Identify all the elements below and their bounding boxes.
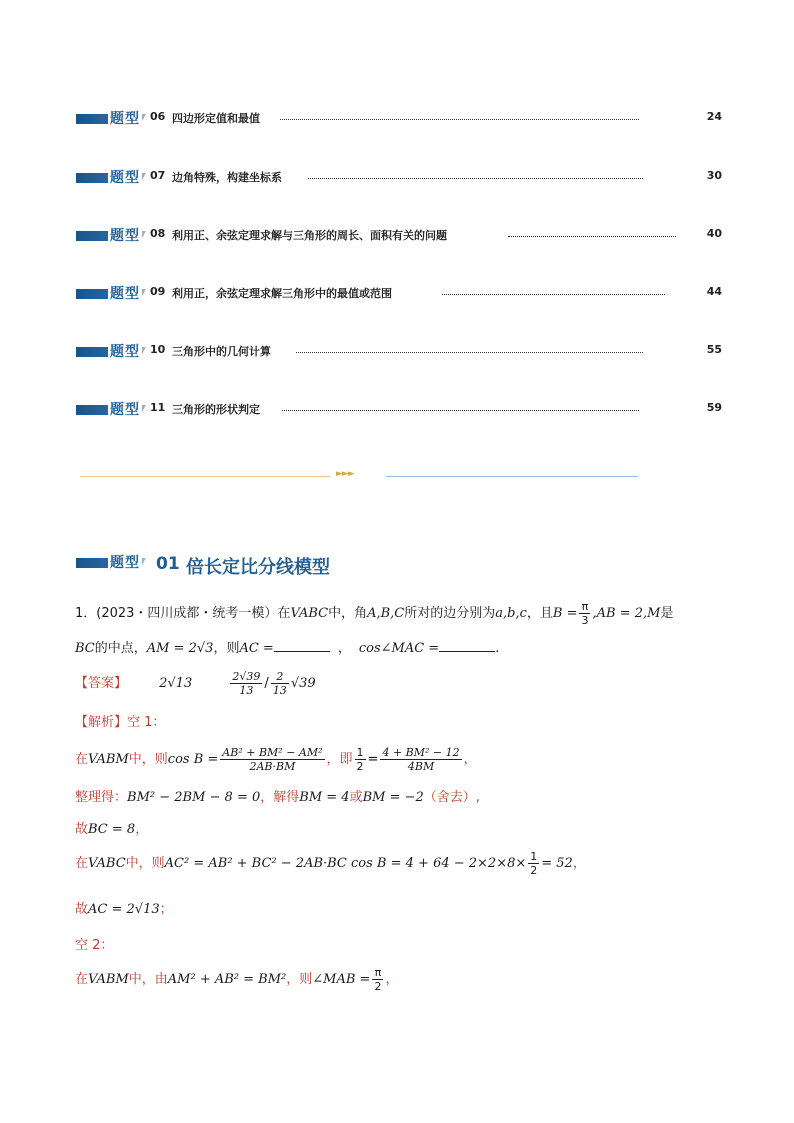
toc-number: 10 [150,343,166,356]
toc-number: 11 [150,401,166,414]
toc-leader-dots [280,119,639,120]
toc-leader-dots [508,236,676,237]
toc-title: 三角形中的几何计算 [172,345,271,358]
text: 故 [75,822,89,837]
math-cosb: cos B = [167,752,219,767]
section-badge [76,554,146,572]
math-triangle: VABC [290,606,329,621]
math-angle: ∠MAB = [312,972,371,987]
math-cond: ,AB = 2,M [592,606,661,621]
toc-page-number: 55 [706,343,722,356]
toc-title: 利用正，余弦定理求解三角形中的最值或范围 [172,287,392,300]
toc-badge [76,401,146,419]
toc-title: 四边形定值和最值 [172,112,260,125]
toc-page-number: 40 [706,227,722,240]
toc-badge [76,227,146,245]
answer-fraction-2 [271,670,289,697]
problem-line-1 [75,600,673,627]
fraction-half [528,850,539,877]
toc-row[interactable] [76,343,722,365]
denominator: 2 [374,980,382,993]
math-root-2: BM = −2 [362,790,424,805]
toc-number: 06 [150,110,166,123]
answer-slash: / [264,676,269,691]
toc-leader-dots [308,178,643,179]
toc-leader-dots [442,294,665,295]
numerator: AB² + BM² − AM² [222,746,323,759]
text: 整理得： [75,790,128,805]
denominator: 2 [530,864,538,877]
math-angles: A,B,C [367,606,405,621]
solution-line-1 [75,746,477,773]
text: ， [463,752,477,767]
answer-blank-1[interactable] [274,639,330,652]
denominator: 2AB·BM [249,760,296,773]
toc-leader-dots [282,410,639,411]
problem-source: 1．(2023・四川成都・统考一模）在 [75,606,291,621]
toc-title: 利用正、余弦定理求解与三角形的周长、面积有关的问题 [172,229,447,242]
text: . [495,641,500,656]
toc-badge [76,110,146,128]
section-heading [76,554,476,580]
text: , [475,790,480,805]
text: ， [135,822,149,837]
text: 中，则 [128,752,168,767]
math-root-1: BM = 4 [299,790,350,805]
text: ， [385,972,399,987]
solution-label: 【解析】 [75,715,128,730]
text: ， [572,856,586,871]
fraction-pi-2 [372,966,383,993]
divider-left [80,476,330,477]
toc-number: 09 [150,285,166,298]
text: 的中点， [94,641,147,656]
numerator: 2 [271,670,289,684]
answer-value-1: 2√13 [159,676,193,691]
math-ac-squared: AC² = AB² + BC² − 2AB·BC cos B = 4 + 64 − 2×2×8× [164,856,527,871]
text: 故 [75,902,89,917]
denominator: 2 [356,760,364,773]
divider-right [386,476,638,477]
denominator: 4BM [407,760,435,773]
math-sides: a,b,c [495,606,527,621]
badge-label: 题型 [108,399,142,419]
text: = [367,752,379,767]
math-ac: AC = 2√13 [88,902,160,917]
toc-title: 三角形的形状判定 [172,403,260,416]
math-triangle: VABC [88,856,126,871]
numerator: π [579,600,590,614]
fraction-cosine-law [220,746,324,773]
text: ，解得 [260,790,300,805]
math-cos-mac: cos∠MAC = [358,641,440,656]
toc-page-number: 24 [706,110,722,123]
text: 在 [75,752,89,767]
text: ，则 [213,641,240,656]
text: ，则 [286,972,313,987]
text: ，即 [326,752,353,767]
space-2-label: 空 2： [75,938,114,953]
toc-row[interactable] [76,169,722,191]
toc-title: 边角特殊，构建坐标系 [172,171,282,184]
text: ； [159,902,173,917]
solution-line-label [75,711,165,730]
math-quadratic: BM² − 2BM − 8 = 0 [127,790,261,805]
text: 中，由 [128,972,168,987]
answer-sqrt: √39 [290,676,316,691]
text: （舍去） [423,790,476,805]
badge-label: 题型 [108,225,142,245]
toc-row[interactable] [76,227,722,249]
badge-label: 题型 [108,283,142,303]
fraction-pi-3 [579,600,590,627]
numerator: 1 [356,746,364,759]
math-ac: AC = [239,641,274,656]
space-1-label: 空 1： [127,715,166,730]
math-b: B = [552,606,578,621]
badge-label: 题型 [108,167,142,187]
math-pythag: AM² + AB² = BM² [167,972,287,987]
math-bc: BC [75,641,95,656]
solution-line-space2 [75,934,113,953]
badge-label: 题型 [108,341,142,361]
answer-fraction-1 [230,670,262,697]
divider-arrows: ►►► [336,469,354,479]
text: 中，则 [125,856,165,871]
text: 是 [660,606,674,621]
solution-line-2 [75,786,480,805]
denominator: 13 [272,684,287,697]
numerator: 2√39 [232,670,261,683]
toc-row[interactable] [76,285,722,307]
solution-line-5 [75,898,173,917]
answer-line [75,670,316,697]
numerator: 1 [530,850,538,863]
denominator: 13 [239,684,254,697]
answer-blank-2[interactable] [439,639,495,652]
toc-row[interactable] [76,401,722,423]
toc-page-number: 30 [706,169,722,182]
math-triangle: VABM [88,972,129,987]
text: 所对的边分别为 [404,606,496,621]
fraction-substituted [380,746,461,773]
toc-number: 08 [150,227,166,240]
toc-badge [76,343,146,361]
section-number: 01 [156,554,180,574]
text: 中，角 [328,606,368,621]
text: 或 [349,790,363,805]
toc-badge [76,169,146,187]
text: 在 [75,972,89,987]
section-title: 倍长定比分线模型 [186,557,330,578]
solution-line-6 [75,966,398,993]
text: ，且 [526,606,553,621]
numerator: π [372,966,383,980]
toc-badge [76,285,146,303]
toc-number: 07 [150,169,166,182]
answer-label: 【答案】 [75,676,128,691]
numerator: 4 + BM² − 12 [382,746,460,759]
solution-line-4 [75,850,586,877]
math-result: = 52 [541,856,573,871]
fraction-half [355,746,366,773]
math-triangle: VABM [88,752,129,767]
denominator: 3 [581,614,589,627]
math-bc: BC = 8 [88,822,136,837]
toc-page-number: 44 [706,285,722,298]
toc-page-number: 59 [706,401,722,414]
solution-line-3 [75,818,148,837]
text: ， [337,641,351,656]
toc-leader-dots [296,352,643,353]
math-am: AM = 2√3 [146,641,214,656]
badge-label: 题型 [108,552,142,572]
text: 在 [75,856,89,871]
toc-row[interactable] [76,110,722,132]
badge-label: 题型 [108,108,142,128]
problem-line-2 [75,637,499,656]
